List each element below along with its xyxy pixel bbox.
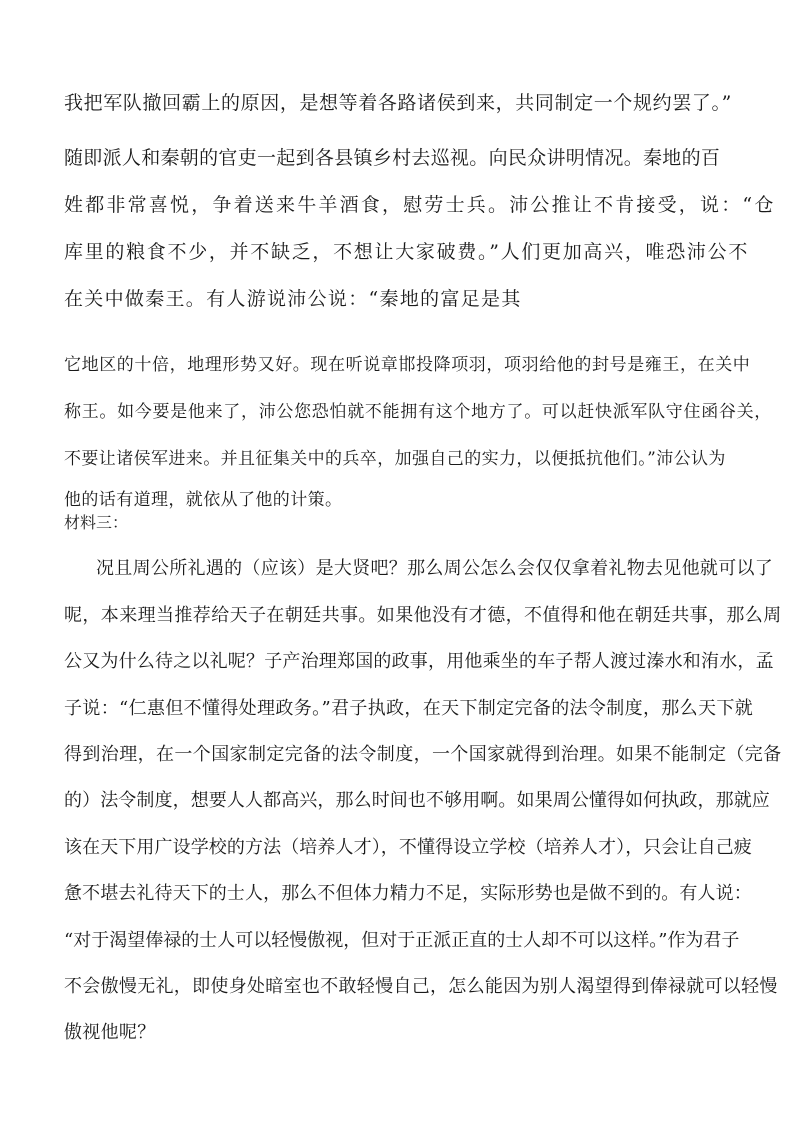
text-line: 该在天下用广设学校的方法（培养人才），不懂得设立学校（培养人才），只会让自己疲 [64,837,752,858]
text-line: “对于渴望俸禄的士人可以轻慢傲视，但对于正派正直的士人却不可以这样。”作为君子 [64,930,740,951]
text-line: 傲视他呢？ [64,1022,156,1043]
text-line: 他的话有道理，就依从了他的计策。 [64,490,343,510]
text-line: 姓都非常喜悦，争着送来牛羊酒食，慰劳士兵。沛公推让不肯接受，说：“仓 [64,194,776,216]
text-line: 的）法令制度，想要人人都高兴，那么时间也不够用啊。如果周公懂得如何执政，那就应 [64,790,770,811]
text-line: 称王。如今要是他来了，沛公您恐怕就不能拥有这个地方了。可以赶快派军队守住函谷关， [64,402,772,422]
text-line: 我把军队撤回霸上的原因，是想等着各路诸侯到来，共同制定一个规约罢了。” [64,92,732,114]
text-line: 不要让诸侯军进来。并且征集关中的兵卒，加强自己的实力，以便抵抗他们。”沛公认为 [64,449,726,469]
text-line: 得到治理，在一个国家制定完备的法令制度，一个国家就得到治理。如果不能制定（完备 [64,744,782,765]
text-line: 惫不堪去礼待天下的士人，那么不但体力精力不足，实际形势也是做不到的。有人说： [64,883,752,904]
section-heading: 材料三： [64,513,129,532]
text-line: 呢，本来理当推荐给天子在朝廷共事。如果他没有才德，不值得和他在朝廷共事，那么周 [64,605,782,626]
text-line: 不会傲慢无礼，即使身处暗室也不敢轻慢自己，怎么能因为别人渴望得到俸禄就可以轻慢 [64,976,778,997]
text-line: 它地区的十倍，地理形势又好。现在听说章邯投降项羽，项羽给他的封号是雍王，在关中 [64,355,751,375]
text-line: 在关中做秦王。有人游说沛公说：“秦地的富足是其 [64,288,522,310]
text-line: 公又为什么待之以礼呢？子产治理郑国的政事，用他乘坐的车子帮人渡过溱水和洧水，孟 [64,651,774,672]
text-line: 子说：“仁惠但不懂得处理政务。”君子执政，在天下制定完备的法令制度，那么天下就 [64,698,754,719]
text-line: 况且周公所礼遇的（应该）是大贤吧？那么周公怎么会仅仅拿着礼物去见他就可以了 [96,558,774,579]
text-line: 库里的粮食不少，并不缺乏，不想让大家破费。”人们更加高兴，唯恐沛公不 [64,241,750,263]
text-line: 随即派人和秦朝的官吏一起到各县镇乡村去巡视。向民众讲明情况。秦地的百 [64,147,721,169]
